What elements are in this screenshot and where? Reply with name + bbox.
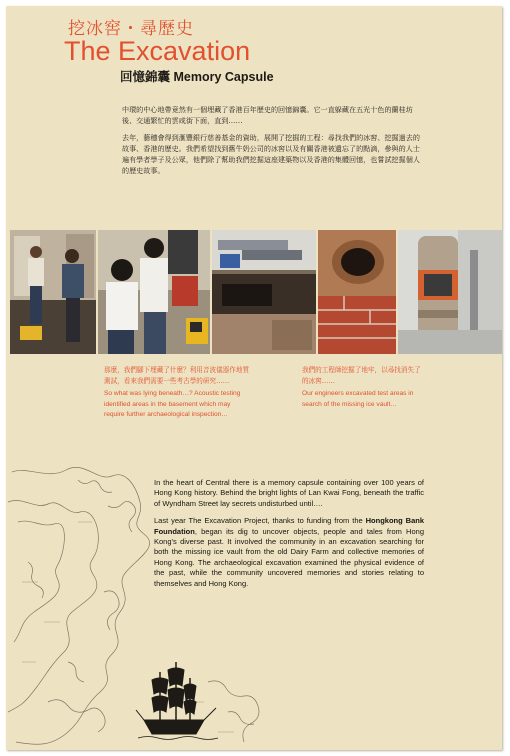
photo-acoustic-testing: [98, 230, 210, 354]
intro-chinese: [122, 104, 422, 182]
body-english: [154, 478, 424, 596]
page: [6, 6, 502, 750]
caption-2-english: Our engineers excavated test areas in search of the missing ice vault…: [302, 390, 414, 408]
foundation-name: Hongkong Bank Foundation: [154, 516, 424, 536]
subtitle-chinese: 回憶錦囊: [120, 69, 171, 84]
photo-survey-team: [10, 230, 96, 354]
body-paragraph-2: [154, 516, 424, 589]
ship-icon: [136, 662, 218, 740]
photo-basement-pipes: [212, 230, 316, 354]
caption-acoustic-testing: [104, 365, 252, 421]
title-chinese: 挖冰窖・尋歷史: [68, 19, 194, 39]
photo-excavated-pipe: [398, 230, 502, 354]
photo-test-pit: [318, 230, 396, 354]
subtitle: [120, 67, 274, 85]
photo-strip: [10, 230, 502, 354]
body-paragraph-2-start: Last year The Excavation Project, thanks to funding from the: [154, 516, 366, 526]
intro-paragraph-1: 中環的中心地帶竟然有一個埋藏了香港百年歷史的回憶錦囊。它一直躲藏在五光十色的蘭桂坊後、交通繁忙的雲咸街下面，直到……: [122, 105, 413, 125]
intro-paragraph-2: 去年，藝穗會得到滙豐銀行慈善基金的資助，展開了挖掘的工程：尋找我們的冰窖、挖掘過去的故事、香港的歷史。我們希望找到舊牛奶公司的冰窖以及有關香港被遺忘了的點滴，參與的人士遍有學者學子及公眾，他們除了幫助我們挖掘這座建築物以及香港的集體回憶，也嘗試挖掘個人的歷史故事。: [122, 133, 420, 175]
caption-1-chinese: 那麼，我們腳下埋藏了什麼？利用音波儀器作地質測試，看來我們需要一些考古學的研究……: [104, 366, 250, 385]
body-paragraph-2-end: , began its dig to uncover objects, people and tales from Hong Kong's diverse past. It involved the community in an excavation searching for both the missing ice vault from the old Dairy Farm and collective memories of Hong Kong. The archaeological excavation examined the physical evidence of the past, while the community uncovered memories and stories relating to themselves and Hong Kong.: [154, 526, 424, 588]
caption-test-areas: [302, 365, 426, 410]
page-title: The Excavation: [64, 36, 251, 66]
body-paragraph-1: In the heart of Central there is a memory capsule containing over 100 years of Hong Kong history. Behind the bright lights of Lan Kwai Fong, beneath the traffic of Wyndham Street lay secrets undisturbed until….: [154, 478, 424, 508]
subtitle-english: Memory Capsule: [173, 70, 274, 84]
caption-1-english: So what was lying beneath…? Acoustic testing identified areas in the basement which may require further archaeological inspection…: [104, 390, 241, 418]
caption-2-chinese: 我們的工程師挖掘了地牢，以尋找消失了的冰窖……: [302, 366, 421, 385]
